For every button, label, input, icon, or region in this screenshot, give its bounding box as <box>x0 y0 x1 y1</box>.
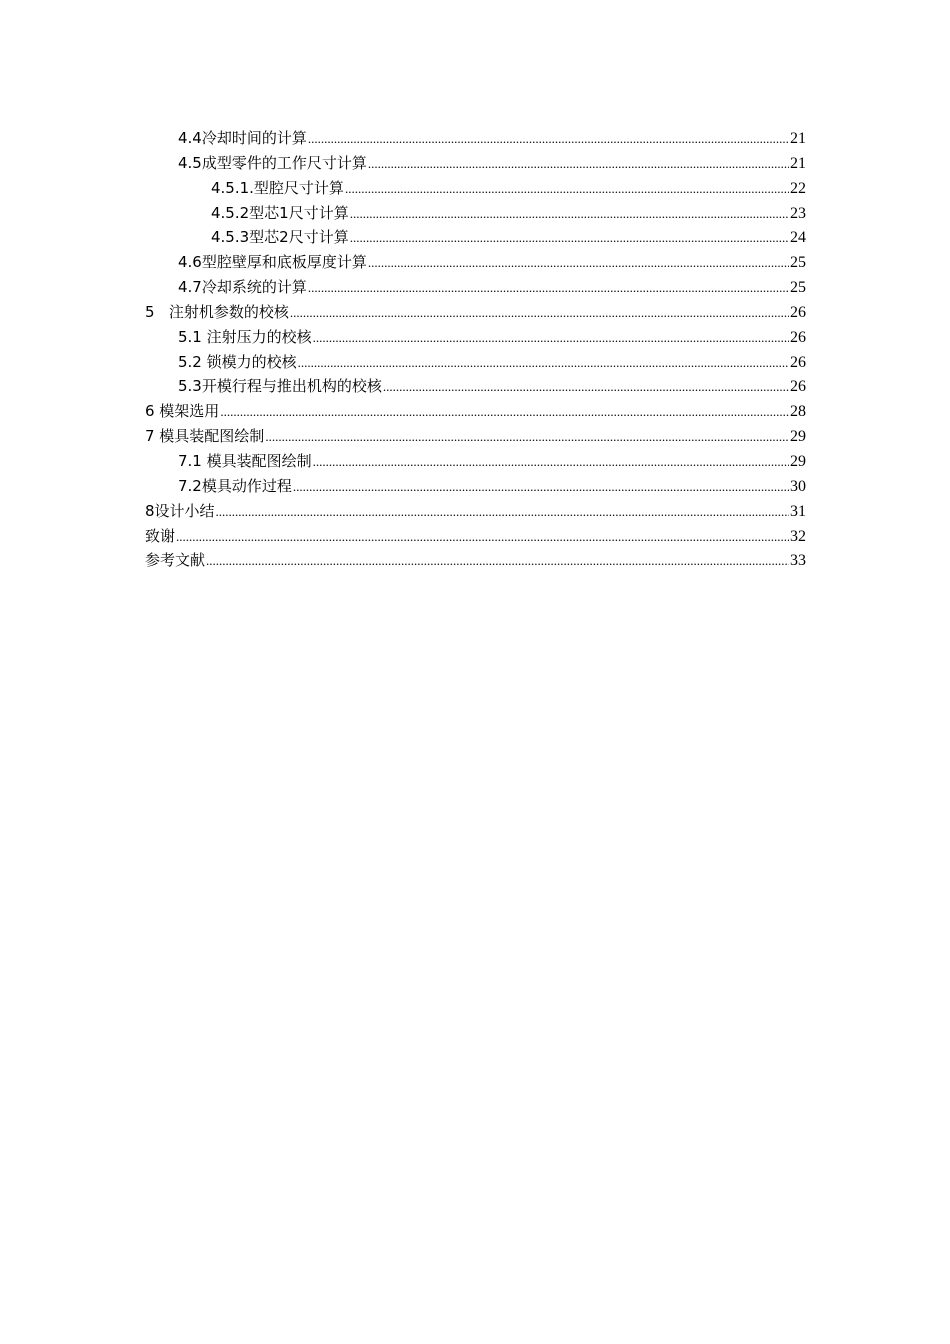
toc-entry-label: 7 模具装配图绘制 <box>145 427 265 446</box>
toc-entry-label: 5.3开模行程与推出机构的校核 <box>178 377 382 396</box>
toc-entry-label: 4.6型腔壁厚和底板厚度计算 <box>178 253 367 272</box>
toc-page-number: 26 <box>790 328 806 346</box>
toc-page-number: 31 <box>790 502 806 520</box>
toc-dot-leader <box>298 351 789 376</box>
toc-entry-label: 5.1 注射压力的校核 <box>178 327 312 346</box>
table-of-contents <box>145 126 806 573</box>
toc-entry[interactable] <box>145 126 806 151</box>
toc-page-number: 26 <box>790 378 806 396</box>
toc-dot-leader <box>313 326 789 351</box>
toc-dot-leader <box>368 152 789 177</box>
toc-entry[interactable] <box>145 250 806 275</box>
toc-dot-leader <box>206 549 789 574</box>
toc-page-number: 25 <box>790 279 806 297</box>
toc-entry-label: 5.2 锁模力的校核 <box>178 352 297 371</box>
toc-entry-label: 7.2模具动作过程 <box>178 476 292 495</box>
toc-entry-label: 8设计小结 <box>145 501 215 520</box>
toc-entry-label: 4.4冷却时间的计算 <box>178 129 307 147</box>
toc-page-number: 25 <box>790 254 806 272</box>
toc-dot-leader <box>290 301 789 326</box>
toc-entry[interactable] <box>145 201 806 226</box>
toc-entry-label: 7.1 模具装配图绘制 <box>178 451 312 470</box>
toc-page-number: 30 <box>790 477 806 495</box>
toc-page-number: 22 <box>790 179 806 197</box>
toc-entry[interactable] <box>145 225 806 250</box>
toc-entry[interactable] <box>145 474 806 499</box>
toc-page-number: 26 <box>790 303 806 321</box>
toc-dot-leader <box>350 202 789 227</box>
toc-entry[interactable] <box>145 524 806 549</box>
toc-entry-label: 致谢 <box>145 526 176 545</box>
toc-dot-leader <box>313 450 789 475</box>
toc-entry[interactable] <box>145 300 806 325</box>
toc-entry[interactable] <box>145 449 806 474</box>
toc-entry[interactable] <box>145 548 806 573</box>
toc-page-number: 29 <box>790 428 806 446</box>
toc-dot-leader <box>368 251 789 276</box>
toc-page-number: 29 <box>790 452 806 470</box>
toc-dot-leader <box>308 276 789 301</box>
toc-page-number: 23 <box>790 204 806 222</box>
toc-entry-label: 6 模架选用 <box>145 402 220 421</box>
toc-page-number: 21 <box>790 154 806 172</box>
toc-entry[interactable] <box>145 151 806 176</box>
toc-entry-label: 4.7冷却系统的计算 <box>178 278 307 297</box>
toc-entry[interactable] <box>145 374 806 399</box>
toc-page-number: 28 <box>790 403 806 421</box>
toc-dot-leader <box>350 226 789 251</box>
toc-entry-label: 4.5.3型芯2尺寸计算 <box>211 228 349 247</box>
toc-entry[interactable] <box>145 275 806 300</box>
toc-page-number: 26 <box>790 353 806 371</box>
toc-page-number: 32 <box>790 527 806 545</box>
toc-entry[interactable] <box>145 424 806 449</box>
toc-entry-label: 4.5.2型芯1尺寸计算 <box>211 203 349 222</box>
toc-entry-label: 参考文献 <box>145 551 206 570</box>
toc-entry[interactable] <box>145 350 806 375</box>
toc-dot-leader <box>220 400 789 425</box>
toc-entry[interactable] <box>145 399 806 424</box>
toc-entry-label: 4.5.1.型腔尺寸计算 <box>211 178 344 197</box>
toc-entry[interactable] <box>145 325 806 350</box>
toc-dot-leader <box>176 525 789 550</box>
toc-dot-leader <box>293 475 789 500</box>
toc-entry[interactable] <box>145 176 806 201</box>
toc-dot-leader <box>308 127 789 152</box>
toc-entry[interactable] <box>145 499 806 524</box>
toc-dot-leader <box>383 375 789 400</box>
toc-page-number: 24 <box>790 229 806 247</box>
toc-dot-leader <box>265 425 789 450</box>
toc-page-number: 21 <box>790 130 806 147</box>
toc-entry-label: 5 注射机参数的校核 <box>145 302 289 321</box>
toc-page-number: 33 <box>790 552 806 570</box>
toc-entry-label: 4.5成型零件的工作尺寸计算 <box>178 153 367 172</box>
toc-dot-leader <box>345 177 789 202</box>
toc-dot-leader <box>216 500 789 525</box>
